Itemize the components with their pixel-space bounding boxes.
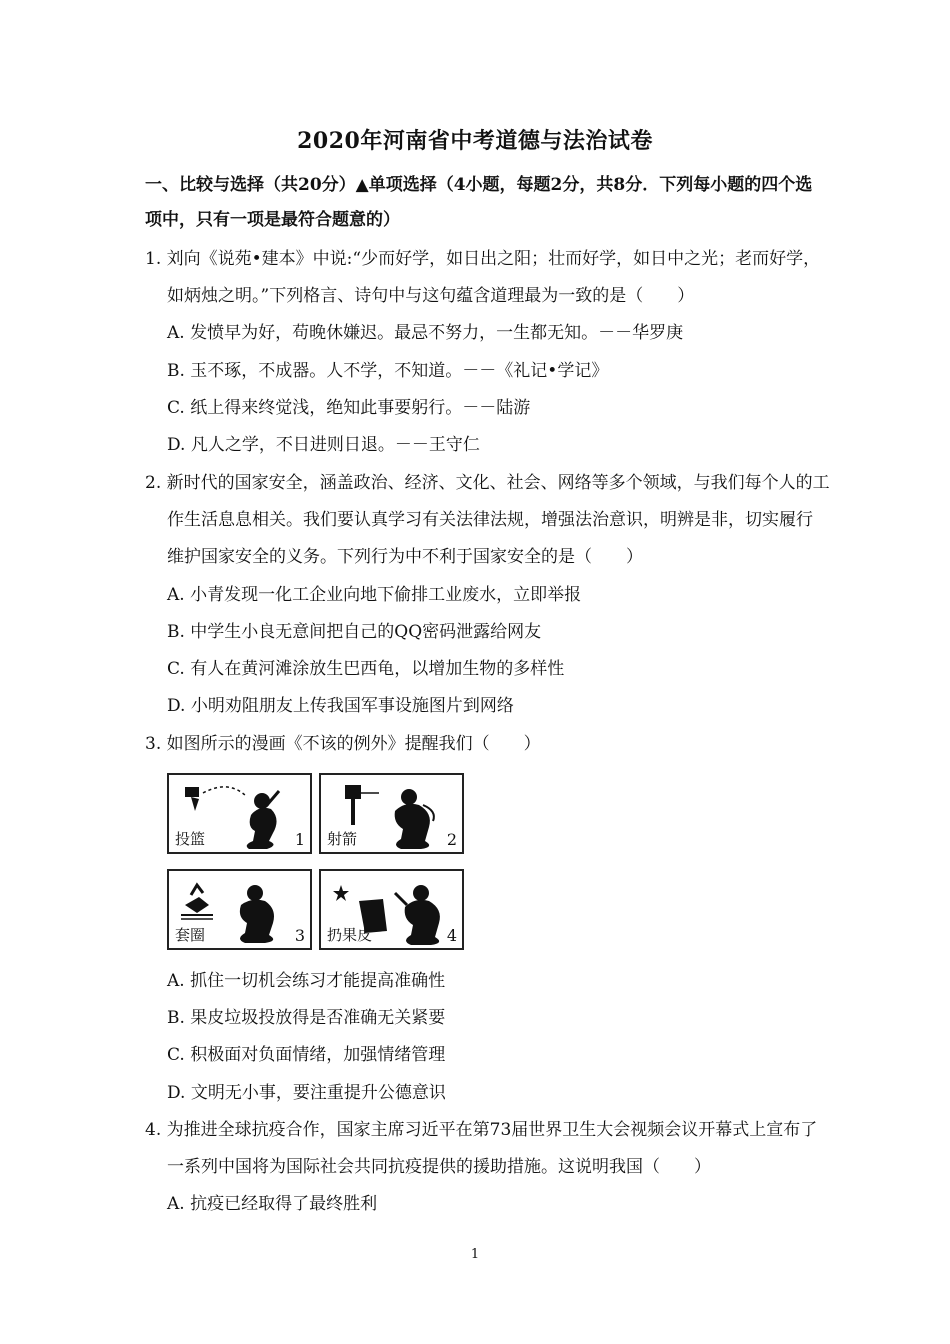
q1-stem-line2: 如炳烛之明。”下列格言、诗句中与这句蕴含道理最为一致的是（ ） — [167, 286, 695, 306]
q2-stem-line1: 2. 新时代的国家安全，涵盖政治、经济、文化、社会、网络等多个领域，与我们每个人的工 — [145, 473, 830, 493]
q3-option-d: D. 文明无小事，要注重提升公德意识 — [167, 1083, 446, 1103]
page-title: 2020年河南省中考道德与法治试卷 — [297, 128, 653, 154]
q3-option-b: B. 果皮垃圾投放得是否准确无关紧要 — [167, 1008, 446, 1028]
q1-option-b: B. 玉不琢，不成器。人不学，不知道。－－《礼记•学记》 — [167, 361, 609, 381]
q1-option-d: D. 凡人之学，不日进则日退。－－王守仁 — [167, 435, 480, 455]
panel-label: 投篮 — [175, 830, 206, 848]
q2-stem-line2: 作生活息息相关。我们要认真学习有关法律法规，增强法治意识，明辨是非，切实履行 — [167, 510, 813, 530]
section-heading-line2: 项中，只有一项是最符合题意的） — [145, 210, 400, 230]
panel-label: 射箭 — [327, 830, 358, 848]
panel-number: 3 — [294, 926, 305, 945]
comic-figure — [167, 773, 471, 953]
comic-panel-basketball — [167, 773, 312, 854]
q2-option-b: B. 中学生小良无意间把自己的QQ密码泄露给网友 — [167, 622, 542, 642]
q4-stem-line1: 4. 为推进全球抗疫合作，国家主席习近平在第73届世界卫生大会视频会议开幕式上宣布了 — [145, 1120, 818, 1140]
comic-panel-ring-toss — [167, 869, 312, 950]
q3-option-a: A. 抓住一切机会练习才能提高准确性 — [167, 971, 446, 991]
q2-option-d: D. 小明劝阻朋友上传我国军事设施图片到网络 — [167, 696, 514, 716]
comic-panel-throwing-peel — [319, 869, 464, 950]
q2-stem-line3: 维护国家安全的义务。下列行为中不利于国家安全的是（ ） — [167, 547, 643, 567]
q2-option-a: A. 小青发现一化工企业向地下偷排工业废水，立即举报 — [167, 585, 582, 605]
q1-option-a: A. 发愤早为好，苟晚休嫌迟。最忌不努力，一生都无知。－－华罗庚 — [167, 323, 684, 343]
section-heading-line1: 一、比较与选择（共20分）▲单项选择（4小题，每题2分，共8分．下列每小题的四个选 — [145, 175, 813, 195]
panel-label: 扔果皮 — [327, 926, 373, 944]
q1-option-c: C. 纸上得来终觉浅，绝知此事要躬行。－－陆游 — [167, 398, 531, 418]
panel-number: 2 — [446, 830, 457, 849]
q3-option-c: C. 积极面对负面情绪，加强情绪管理 — [167, 1045, 446, 1065]
q4-stem-line2: 一系列中国将为国际社会共同抗疫提供的援助措施。这说明我国（ ） — [167, 1157, 711, 1177]
q1-stem-line1: 1. 刘向《说苑•建本》中说:“少而好学，如日出之阳；壮而好学，如日中之光；老而好学， — [145, 249, 821, 269]
q2-option-c: C. 有人在黄河滩涂放生巴西龟，以增加生物的多样性 — [167, 659, 565, 679]
page-number: 1 — [470, 1247, 480, 1262]
q4-option-a: A. 抗疫已经取得了最终胜利 — [167, 1194, 378, 1214]
panel-label: 套圈 — [175, 926, 206, 944]
panel-number: 4 — [446, 926, 457, 945]
comic-panel-archery — [319, 773, 464, 854]
q3-stem: 3. 如图所示的漫画《不该的例外》提醒我们（ ） — [145, 734, 541, 754]
panel-number: 1 — [294, 830, 305, 849]
